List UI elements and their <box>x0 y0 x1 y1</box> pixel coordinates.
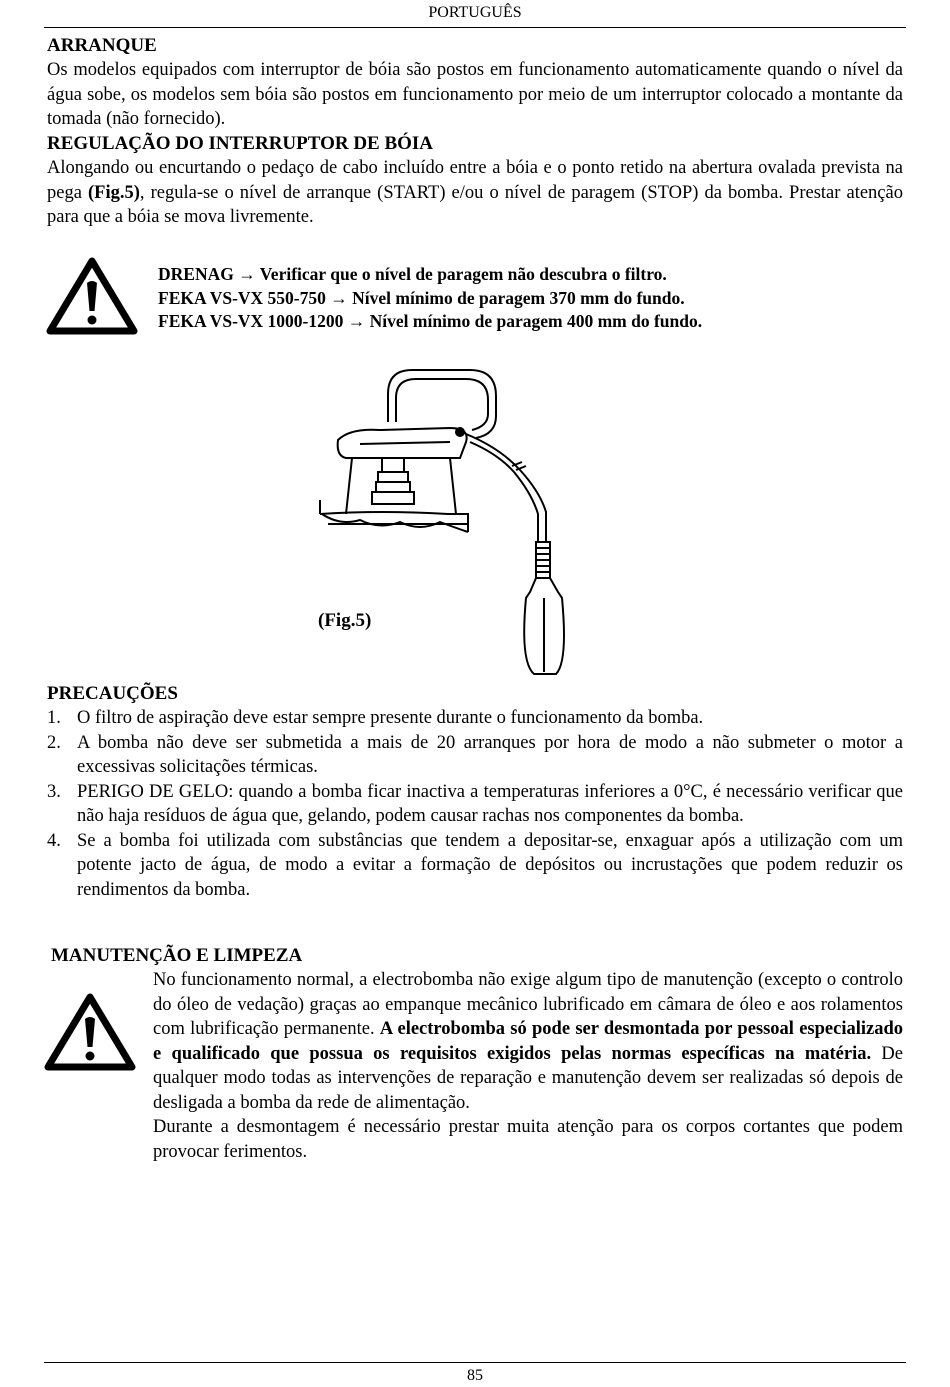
manutencao-text-bold: A electrobomba só pode ser desmontada por pessoal especializado e qualificado que possua os requisitos exigidos pelas normas específicas na matéria. <box>153 1019 903 1064</box>
warning-line-feka-550-750: FEKA VS-VX 550-750 → Nível mínimo de paragem 370 mm do fundo. <box>158 287 685 308</box>
manutencao-body <box>153 968 903 1164</box>
list-item-text: Se a bomba foi utilizada com substâncias que tendem a depositar-se, enxaguar após a utilização com um potente jacto de água, de modo a evitar a formação de depósitos ou incrustações que podem reduzir os rendimentos da bomba. <box>77 830 903 900</box>
header-rule <box>44 27 906 28</box>
heading-regulacao: REGULAÇÃO DO INTERRUPTOR DE BÓIA <box>47 133 434 154</box>
regulacao-text <box>47 156 903 230</box>
list-item-text: O filtro de aspiração deve estar sempre presente durante o funcionamento da bomba. <box>77 708 704 728</box>
arranque-text: Os modelos equipados com interruptor de bóia são postos em funcionamento automaticamente quando o nível da água sobe, os modelos sem bóia são postos em funcionamento por meio de um interruptor colocado a montante da tomada (não fornecido). <box>47 60 903 129</box>
precautions-list <box>47 706 903 902</box>
list-item-number: 2. <box>47 732 61 753</box>
warning-line-drenag: DRENAG → Verificar que o nível de paragem não descubra o filtro. <box>158 264 667 284</box>
list-item-number: 4. <box>47 830 61 851</box>
footer-rule <box>44 1362 906 1363</box>
warning-triangle-icon <box>44 993 136 1071</box>
list-item-number: 1. <box>47 708 61 728</box>
section-arranque <box>47 34 903 132</box>
regulacao-text-a: Alongando ou encurtando o pedaço de cabo incluído entre a bóia e o ponto retido na abertura ovalada prevista na pega <box>47 158 903 203</box>
heading-precaucoes: PRECAUÇÕES <box>47 683 178 704</box>
list-item <box>47 829 903 903</box>
manutencao-text-c: De qualquer modo todas as intervenções de reparação e manutenção devem ser realizadas só depois de desligada a bomba da rede de alimentação. <box>153 1043 903 1113</box>
regulacao-text-b: , regula-se o nível de arranque (START) e/ou o nível de paragem (STOP) da bomba. Prestar atenção para que a bóia se mova livremente. <box>47 182 903 227</box>
page-number: 85 <box>467 1367 483 1384</box>
list-item-text: PERIGO DE GELO: quando a bomba ficar inactiva a temperaturas inferiores a 0°C, é necessário verificar que não haja resíduos de água que, gelando, podem causar rachas nos componentes da bomba. <box>77 781 903 826</box>
page-header-language: PORTUGUÊS <box>428 4 522 21</box>
section-precaucoes <box>47 682 903 902</box>
heading-arranque: ARRANQUE <box>47 35 157 56</box>
list-item-number: 3. <box>47 781 61 802</box>
list-item <box>47 780 903 829</box>
warning-triangle-icon <box>46 257 138 335</box>
warning-line-feka-1000-1200: FEKA VS-VX 1000-1200 → Nível mínimo de paragem 400 mm do fundo. <box>158 311 703 331</box>
list-item <box>47 706 903 731</box>
manutencao-paragraph-2: Durante a desmontagem é necessário prestar muita atenção para os corpos cortantes que podem provocar ferimentos. <box>153 1117 903 1162</box>
figure-caption: (Fig.5) <box>318 610 372 631</box>
fig-reference: (Fig.5) <box>88 182 140 203</box>
warning-levels <box>158 263 858 334</box>
section-regulacao <box>47 132 903 230</box>
manutencao-text-a: No funcionamento normal, a electrobomba não exige algum tipo de manutenção (excepto o controlo do óleo de vedação) graças ao empanque mecânico lubrificado em câmara de óleo e aos rolamentos com lubrificação permanente. <box>153 970 903 1039</box>
manutencao-paragraph-1 <box>153 968 903 1115</box>
heading-manutencao: MANUTENÇÃO E LIMPEZA <box>51 945 303 966</box>
pump-float-switch-drawing <box>300 362 600 682</box>
list-item <box>47 731 903 780</box>
list-item-text: A bomba não deve ser submetida a mais de 20 arranques por hora de modo a não submeter o motor a excessivas solicitações térmicas. <box>77 732 903 777</box>
